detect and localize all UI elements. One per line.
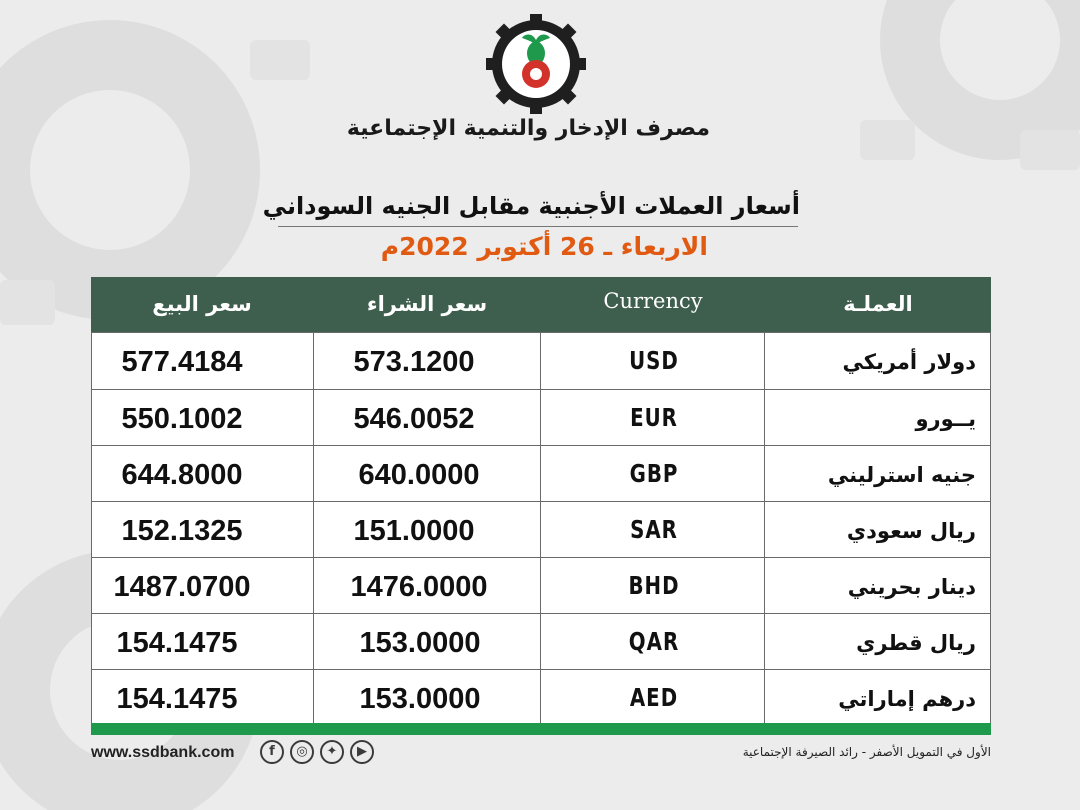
- sell-price: 644.8000: [121, 459, 243, 491]
- table-row: [92, 669, 990, 726]
- currency-code: QAR: [628, 628, 680, 657]
- table-row: [92, 445, 990, 502]
- currency-name: ريال سعودي: [846, 519, 976, 543]
- accent-bar: [91, 723, 991, 735]
- currency-code: GBP: [629, 460, 679, 489]
- exchange-rates-table: [91, 277, 991, 735]
- buy-price: 1476.0000: [350, 571, 488, 603]
- currency-name: دولار أمريكي: [842, 350, 976, 374]
- currency-name: جنيه استرليني: [827, 463, 976, 487]
- currency-code: USD: [629, 347, 679, 376]
- header-currency-ar: العملـة: [843, 292, 913, 316]
- table-header: [91, 277, 991, 332]
- header-currency-en: Currency: [603, 289, 703, 313]
- table-row: [92, 389, 990, 446]
- twitter-icon[interactable]: ✦: [320, 740, 344, 764]
- footer: [91, 738, 991, 772]
- facebook-icon[interactable]: f: [260, 740, 284, 764]
- table-row: [92, 613, 990, 670]
- sell-price: 577.4184: [121, 346, 243, 378]
- currency-name: دينار بحريني: [847, 575, 976, 599]
- bank-logo: [484, 12, 588, 116]
- currency-name: يــورو: [915, 407, 976, 431]
- currency-code: BHD: [628, 572, 680, 601]
- bank-name: مصرف الإدخار والتنمية الإجتماعية: [346, 116, 710, 141]
- column-divider: [764, 332, 765, 724]
- column-divider: [540, 332, 541, 724]
- buy-price: 546.0052: [353, 403, 475, 435]
- table-row: [92, 501, 990, 558]
- title-divider: [278, 226, 798, 227]
- sell-price: 154.1475: [116, 683, 238, 715]
- page-title: أسعار العملات الأجنبية مقابل الجنيه السوداني: [262, 192, 800, 220]
- header-sell-price: سعر البيع: [152, 292, 252, 316]
- buy-price: 151.0000: [353, 515, 475, 547]
- youtube-icon[interactable]: ▶: [350, 740, 374, 764]
- sell-price: 152.1325: [121, 515, 243, 547]
- sell-price: 154.1475: [116, 627, 238, 659]
- sell-price: 550.1002: [121, 403, 243, 435]
- website-link[interactable]: www.ssdbank.com: [91, 744, 235, 761]
- buy-price: 640.0000: [358, 459, 480, 491]
- buy-price: 573.1200: [353, 346, 475, 378]
- currency-name: درهم إماراتي: [838, 687, 976, 711]
- table-row: [92, 557, 990, 614]
- page-date: الاربعاء ـ 26 أكتوبر 2022م: [380, 232, 708, 261]
- currency-code: EUR: [630, 404, 678, 433]
- currency-code: AED: [629, 684, 679, 713]
- buy-price: 153.0000: [359, 627, 481, 659]
- currency-code: SAR: [630, 516, 678, 545]
- buy-price: 153.0000: [359, 683, 481, 715]
- bank-tagline: الأول في التمويل الأصفر - رائد الصيرفة الإجتماعية: [742, 745, 991, 759]
- header-buy-price: سعر الشراء: [366, 292, 488, 316]
- sell-price: 1487.0700: [113, 571, 251, 603]
- instagram-icon[interactable]: ◎: [290, 740, 314, 764]
- table-body: [91, 332, 991, 724]
- column-divider: [313, 332, 314, 724]
- currency-name: ريال قطري: [856, 631, 976, 655]
- table-row: [92, 333, 990, 389]
